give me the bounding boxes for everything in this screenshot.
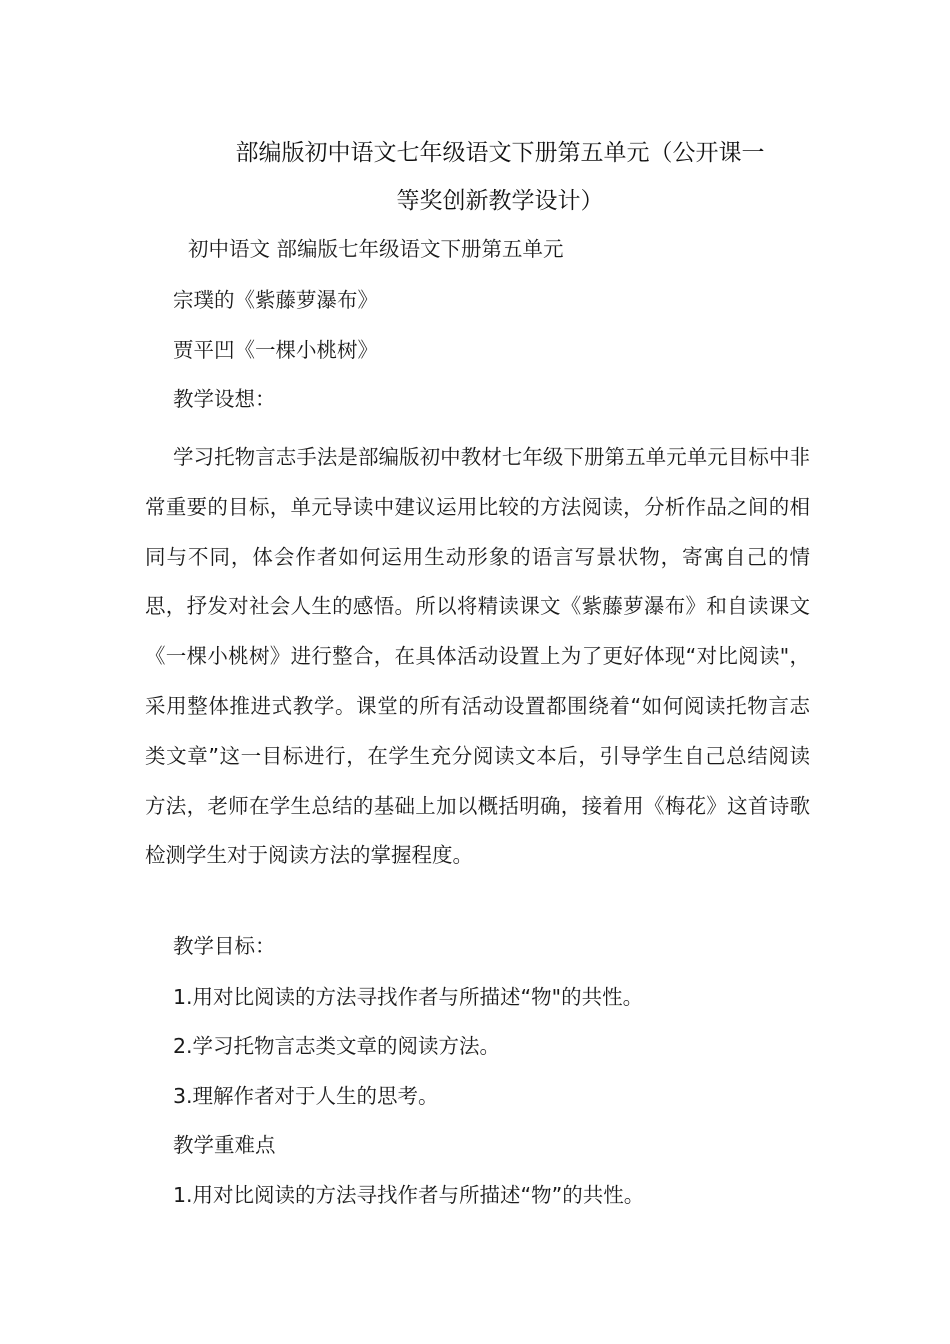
heading-key-points: 教学重难点 — [173, 1133, 276, 1157]
subtitle-line: 初中语文 部编版七年级语文下册第五单元 — [188, 237, 564, 261]
goal-item-3: 3.理解作者对于人生的思考。 — [173, 1084, 439, 1108]
key-point-item-1: 1.用对比阅读的方法寻找作者与所描述“物”的共性。 — [173, 1183, 645, 1207]
text-reference-1: 宗璞的《紫藤萝瀑布》 — [173, 288, 378, 312]
document-title-line-2: 等奖创新教学设计） — [396, 188, 604, 214]
teaching-idea-paragraph: 学习托物言志手法是部编版初中教材七年级下册第五单元单元目标中非常重要的目标，单元导读中建议运用比较的方法阅读，分析作品之间的相同与不同，体会作者如何运用生动形象的语言写景状物，寄寓自己的情思，抒发对社会人生的感悟。所以将精读课文《紫藤萝瀑布》和自读课文《一棵小桃树》进行整合，在具体活动设置上为了更好体现“对比阅读"，采用整体推进式教学。课堂的所有活动设置都围绕着“如何阅读托物言志类文章”这一目标进行，在学生充分阅读文本后，引导学生自己总结阅读方法，老师在学生总结的基础上加以概括明确，接着用《梅花》这首诗歌检测学生对于阅读方法的掌握程度。 — [145, 445, 810, 868]
heading-teaching-goals: 教学目标： — [173, 934, 276, 958]
heading-teaching-idea: 教学设想： — [173, 387, 276, 411]
document-title-line-1: 部编版初中语文七年级语文下册第五单元（公开课一 — [235, 140, 765, 166]
goal-item-2: 2.学习托物言志类文章的阅读方法。 — [173, 1034, 501, 1058]
text-reference-2: 贾平凹《一棵小桃树》 — [173, 338, 378, 362]
goal-item-1: 1.用对比阅读的方法寻找作者与所描述“物"的共性。 — [173, 985, 644, 1009]
